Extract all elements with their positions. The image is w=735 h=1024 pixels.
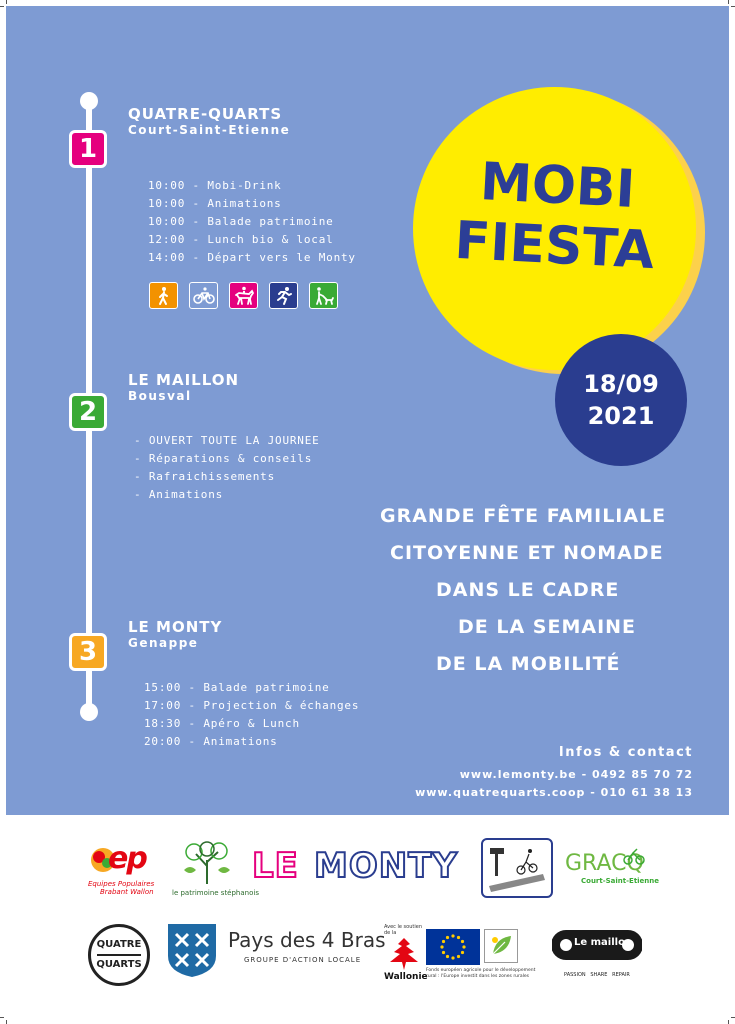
list-item: 14:00 - Départ vers le Monty	[148, 251, 356, 264]
pays4bras-logo-sub: GROUPE D'ACTION LOCALE	[244, 956, 362, 964]
list-item: - Animations	[134, 488, 224, 501]
pays4bras-logo	[228, 928, 386, 964]
stop-2-place: Bousval	[128, 389, 192, 403]
lemonty-logo	[252, 846, 458, 886]
stop-2-title	[128, 371, 239, 403]
stop-2-number: 2	[69, 393, 107, 431]
stop-3-title	[128, 618, 222, 650]
event-title-line1: MOBI	[478, 152, 637, 221]
tagline-line: CITOYENNE ET NOMADE	[390, 542, 664, 564]
stop-1-schedule	[148, 177, 356, 267]
pays4bras-shield-icon	[166, 922, 218, 978]
lemaillon-logo-tag: PASSION SHARE REPAIR	[564, 972, 630, 978]
running-icon	[269, 282, 298, 309]
wallonie-logo-top: Avec le soutien de la	[384, 924, 422, 936]
horse-riding-icon	[229, 282, 258, 309]
timeline-end-dot	[80, 703, 98, 721]
event-title-line2: FIESTA	[453, 210, 656, 282]
tagline-line: DE LA SEMAINE	[458, 616, 637, 638]
lemaillon-logo	[552, 922, 642, 984]
list-item: 10:00 - Balade patrimoine	[148, 215, 334, 228]
contact-line-quatrequarts[interactable]: www.quatrequarts.coop - 010 61 38 13	[415, 786, 693, 799]
bicycle-icon	[189, 282, 218, 309]
poster-background	[6, 6, 729, 815]
date-year: 2021	[587, 402, 655, 430]
tagline-line: DE LA MOBILITÉ	[436, 653, 621, 675]
stop-3-number: 3	[69, 633, 107, 671]
list-item: 12:00 - Lunch bio & local	[148, 233, 334, 246]
stop-1-number: 1	[69, 130, 107, 168]
tagline-line: DANS LE CADRE	[436, 579, 620, 601]
ep-logo	[88, 843, 160, 898]
stop-2-name: LE MAILLON	[128, 371, 240, 389]
mobility-icons	[149, 282, 338, 309]
stop-1-title	[128, 105, 290, 137]
list-item: 17:00 - Projection & échanges	[144, 699, 360, 712]
wallonie-logo	[384, 924, 428, 986]
patrimoine-logo-caption: le patrimoine stéphanois	[172, 889, 259, 897]
walking-icon	[149, 282, 178, 309]
list-item: - Rafraichissements	[134, 470, 276, 483]
list-item: 18:30 - Apéro & Lunch	[144, 717, 300, 730]
tagline	[366, 505, 706, 690]
bike-path-logo	[481, 838, 553, 898]
lemonty-logo-le: LE	[252, 846, 299, 886]
ep-logo-mark: ep	[108, 841, 146, 876]
stop-3-schedule	[144, 679, 359, 751]
list-item: 15:00 - Balade patrimoine	[144, 681, 330, 694]
gracq-logo	[565, 851, 660, 891]
stop-3-place: Genappe	[128, 636, 199, 650]
quatrequarts-logo	[88, 924, 150, 986]
contact-line-lemonty[interactable]: www.lemonty.be - 0492 85 70 72	[459, 768, 693, 781]
stop-3-name: LE MONTY	[128, 618, 223, 636]
event-title	[453, 151, 659, 281]
list-item: - Réparations & conseils	[134, 452, 313, 465]
lemaillon-logo-name: Le maillon	[574, 937, 633, 948]
list-item: 10:00 - Mobi-Drink	[148, 179, 282, 192]
date-badge	[555, 334, 687, 466]
quatrequarts-logo-l1: QUATRE	[96, 939, 142, 950]
contact-heading: Infos & contact	[558, 745, 693, 760]
list-item: 20:00 - Animations	[144, 735, 278, 748]
leader-logo-icon	[484, 929, 518, 963]
list-item: 10:00 - Animations	[148, 197, 282, 210]
date-day: 18/09	[583, 370, 659, 398]
gracq-logo-name: GRACQ	[565, 851, 644, 876]
contact-info	[415, 745, 693, 802]
eu-flag-icon	[426, 929, 480, 965]
pays4bras-logo-name: Pays des 4 Bras	[228, 928, 386, 952]
stop-2-schedule	[134, 432, 320, 504]
dog-walking-icon	[309, 282, 338, 309]
stop-1-place: Court-Saint-Etienne	[128, 123, 291, 137]
gracq-logo-sub: Court-Saint-Etienne	[581, 877, 660, 885]
stop-1-name: QUATRE-QUARTS	[128, 105, 283, 123]
ep-logo-sub2: Brabant Wallon	[100, 888, 154, 896]
list-item: - OUVERT TOUTE LA JOURNEE	[134, 434, 320, 447]
tagline-line: GRANDE FÊTE FAMILIALE	[380, 505, 667, 527]
eu-caption: Fonds européen agricole pour le développement rural : l'Europe investit dans les zones rurales	[426, 968, 536, 979]
lemonty-logo-monty: MONTY	[313, 846, 458, 886]
timeline-start-dot	[80, 92, 98, 110]
ep-logo-sub1: Equipes Populaires	[88, 880, 155, 888]
patrimoine-logo	[172, 840, 259, 898]
wallonie-logo-name: Wallonie	[384, 972, 428, 982]
quatrequarts-logo-l2: QUARTS	[96, 959, 142, 970]
